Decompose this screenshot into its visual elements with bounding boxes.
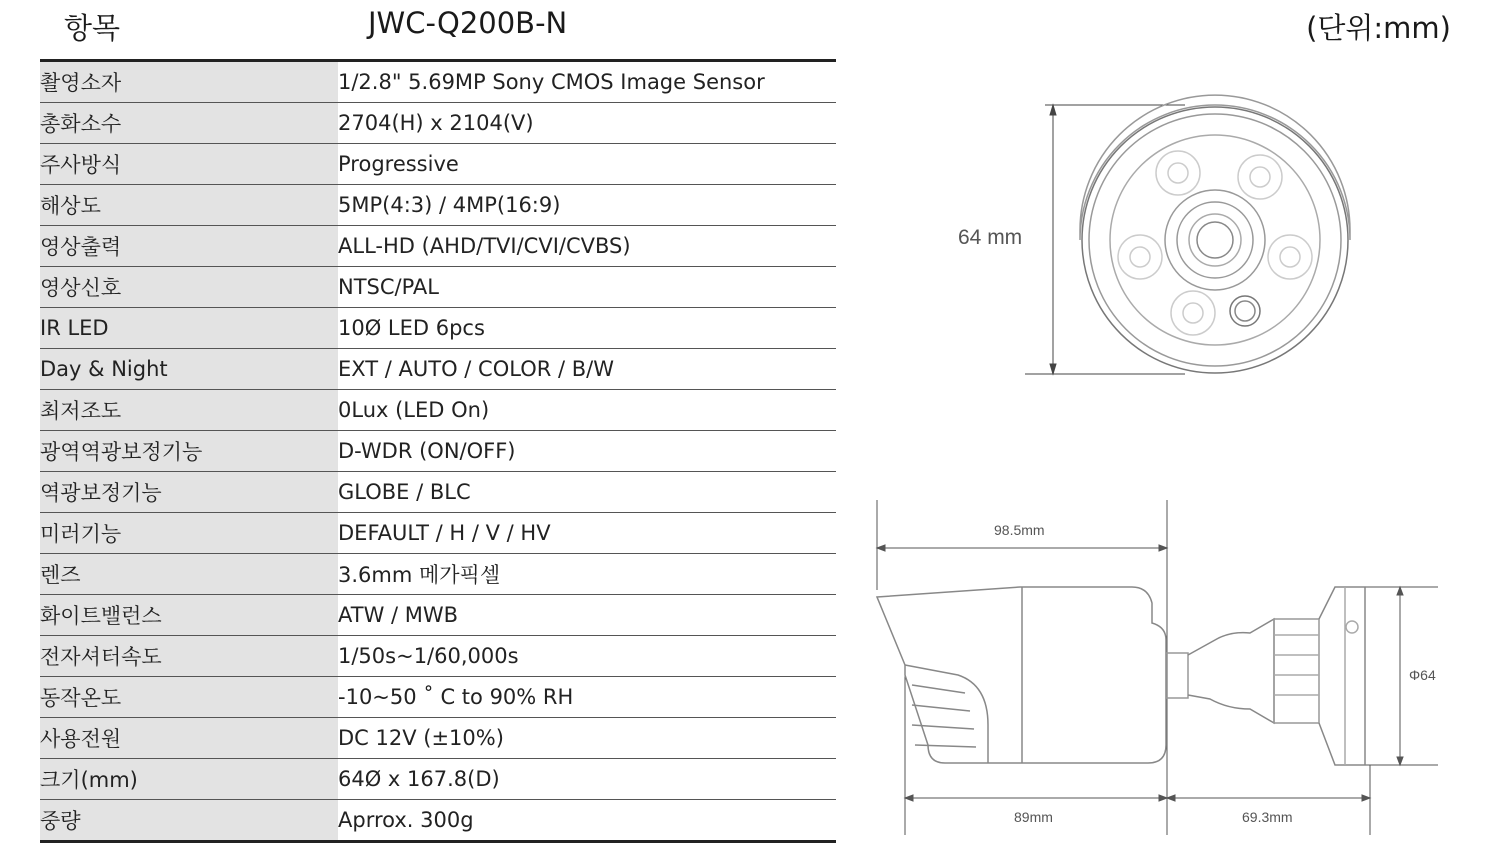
side-body-length-label: 89mm [1014,809,1053,825]
spec-key: 영상신호 [40,267,338,308]
table-row [40,185,836,226]
spec-value: Progressive [338,144,836,185]
spec-key: 최저조도 [40,390,338,431]
side-bracket-length-label: 69.3mm [1242,809,1293,825]
unit-label: (단위:mm) [1306,11,1451,45]
spec-value: 10Ø LED 6pcs [338,308,836,349]
side-view-drawing [870,495,1450,840]
spec-value: DEFAULT / H / V / HV [338,513,836,554]
camera-side-shape [877,587,1365,765]
spec-key: 크기(mm) [40,759,338,800]
spec-key: 사용전원 [40,718,338,759]
spec-value: 3.6mm 메가픽셀 [338,554,836,595]
spec-value: 2704(H) x 2104(V) [338,103,836,144]
spec-key: 광역역광보정기능 [40,431,338,472]
spec-key: 렌즈 [40,554,338,595]
spec-key: Day & Night [40,349,338,390]
table-row [40,636,836,677]
spec-key: 화이트밸런스 [40,595,338,636]
front-height-label: 64 mm [958,226,1023,249]
spec-key: IR LED [40,308,338,349]
spec-value: DC 12V (±10%) [338,718,836,759]
spec-key: 해상도 [40,185,338,226]
spec-value: 1/2.8" 5.69MP Sony CMOS Image Sensor [338,61,836,103]
spec-key: 역광보정기능 [40,472,338,513]
spec-value: 0Lux (LED On) [338,390,836,431]
table-row [40,513,836,554]
spec-key: 영상출력 [40,226,338,267]
front-dimension-line [1025,105,1185,374]
table-row [40,800,836,842]
spec-value: Aprrox. 300g [338,808,474,832]
table-row [40,431,836,472]
table-row [40,103,836,144]
spec-value: GLOBE / BLC [338,472,836,513]
spec-value: EXT / AUTO / COLOR / B/W [338,349,836,390]
spec-value: D-WDR (ON/OFF) [338,431,836,472]
table-row [40,267,836,308]
spec-value: 64Ø x 167.8(D) [338,759,836,800]
table-row [40,144,836,185]
table-row [40,390,836,431]
table-row [40,61,836,103]
side-diameter-label: Φ64 [1409,667,1436,683]
spec-table [40,59,836,843]
table-row [40,472,836,513]
spec-key: 촬영소자 [40,61,338,103]
camera-front-shape [1080,95,1350,373]
spec-value: ALL-HD (AHD/TVI/CVI/CVBS) [338,226,836,267]
front-view-drawing [940,95,1370,385]
table-row [40,349,836,390]
table-row [40,595,836,636]
spec-value: ATW / MWB [338,595,836,636]
header-item-label: 항목 [64,11,121,45]
spec-key: 중량 [40,800,338,842]
table-row [40,308,836,349]
spec-key: 동작온도 [40,677,338,718]
spec-value: 5MP(4:3) / 4MP(16:9) [338,185,836,226]
side-total-length-label: 98.5mm [994,522,1045,538]
table-row [40,677,836,718]
table-row [40,554,836,595]
spec-key: 전자셔터속도 [40,636,338,677]
model-name: JWC-Q200B-N [368,6,568,40]
table-row [40,226,836,267]
spec-key: 총화소수 [40,103,338,144]
table-row [40,759,836,800]
spec-key: 주사방식 [40,144,338,185]
spec-value: -10~50 ˚ C to 90% RH [338,677,836,718]
spec-value: 1/50s~1/60,000s [338,636,836,677]
side-dimension-lines [877,500,1438,835]
spec-value: NTSC/PAL [338,267,836,308]
table-row [40,718,836,759]
spec-key: 미러기능 [40,513,338,554]
